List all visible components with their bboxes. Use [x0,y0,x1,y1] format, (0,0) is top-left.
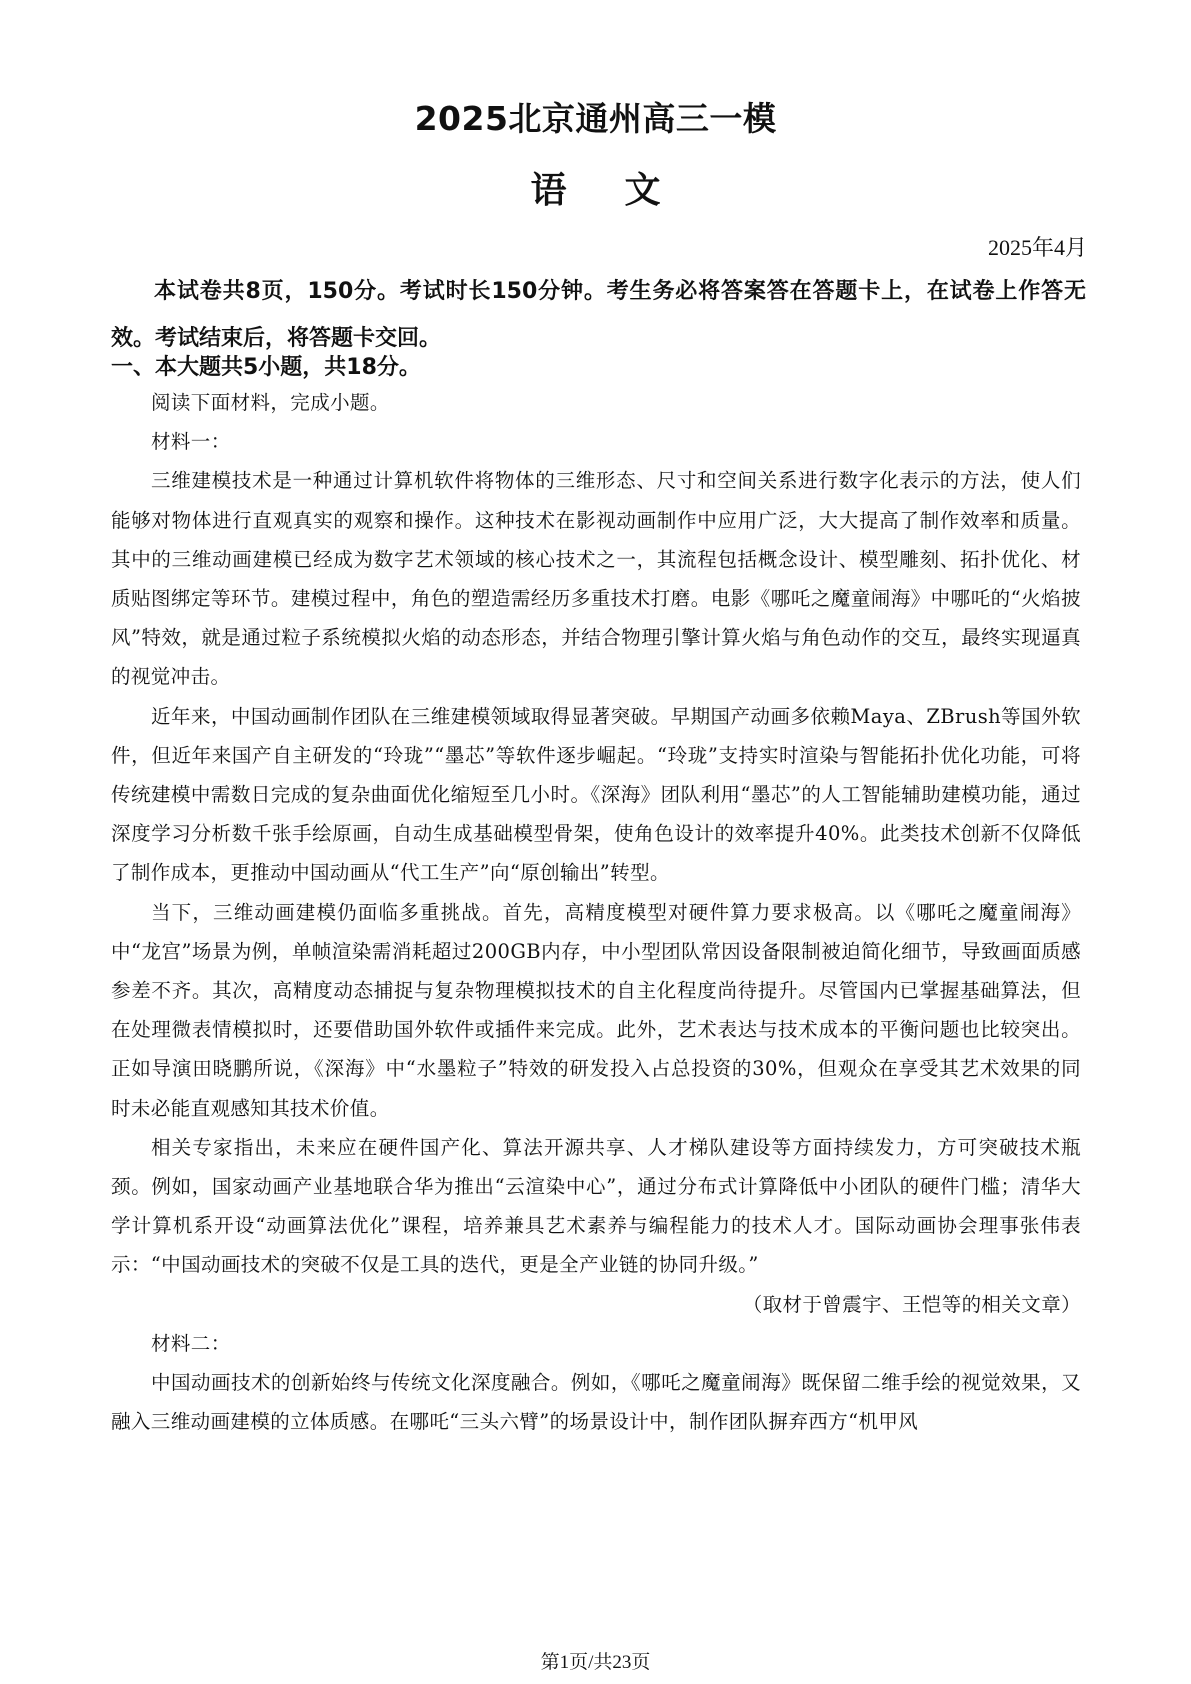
passage-paragraph: 近年来，中国动画制作团队在三维建模领域取得显著突破。早期国产动画多依赖Maya、ZBrush等国外软件，但近年来国产自主研发的“玲珑”“墨芯”等软件逐步崛起。“玲珑”支持实时渲染与智能拓扑优化功能，可将传统建模中需数日完成的复杂曲面优化缩短至几小时。《深海》团队利用“墨芯”的人工智能辅助建模功能，通过深度学习分析数千张手绘原画，自动生成基础模型骨架，使角色设计的效率提升40%。此类技术创新不仅降低了制作成本，更推动中国动画从“代工生产”向“原创输出”转型。 [111,704,1081,885]
section-heading: 一、本大题共5小题，共18分。 [111,355,421,380]
reading-passage [111,383,1081,1441]
exam-title: 2025北京通州高三一模 [414,99,777,138]
exam-notice: 本试卷共8页，150分。考试时长150分钟。考生务必将答案答在答题卡上，在试卷上作答无效。考试结束后，将答题卡交回。 [111,279,1086,351]
instruction-text: 阅读下面材料，完成小题。 [151,391,390,414]
passage-paragraph: 中国动画技术的创新始终与传统文化深度融合。例如，《哪吒之魔童闹海》既保留二维手绘的视觉效果，又融入三维动画建模的立体质感。在哪吒“三头六臂”的场景设计中，制作团队摒弃西方“机甲风 [111,1371,1081,1434]
passage-paragraph: 相关专家指出，未来应在硬件国产化、算法开源共享、人才梯队建设等方面持续发力，方可突破技术瓶颈。例如，国家动画产业基地联合华为推出“云渲染中心”，通过分布式计算降低中小团队的硬件门槛；清华大学计算机系开设“动画算法优化”课程，培养兼具艺术素养与编程能力的技术人才。国际动画协会理事张伟表示：“中国动画技术的突破不仅是工具的迭代，更是全产业链的协同升级。” [111,1135,1081,1277]
material-label: 材料一： [151,430,231,454]
source-citation: （取材于曾震宇、王恺等的相关文章） [742,1292,1081,1316]
passage-paragraph: 三维建模技术是一种通过计算机软件将物体的三维形态、尺寸和空间关系进行数字化表示的方法，使人们能够对物体进行直观真实的观察和操作。这种技术在影视动画制作中应用广泛，大大提高了制作效率和质量。其中的三维动画建模已经成为数字艺术领域的核心技术之一，其流程包括概念设计、模型雕刻、拓扑优化、材质贴图绑定等环节。建模过程中，角色的塑造需经历多重技术打磨。电影《哪吒之魔童闹海》中哪吒的“火焰披风”特效，就是通过粒子系统模拟火焰的动态形态，并结合物理引擎计算火焰与角色动作的交互，最终实现逼真的视觉冲击。 [111,469,1081,689]
subject-title: 语文 [530,170,719,211]
passage-paragraph: 当下，三维动画建模仍面临多重挑战。首先，高精度模型对硬件算力要求极高。以《哪吒之魔童闹海》中“龙宫”场景为例，单帧渲染需消耗超过200GB内存，中小型团队常因设备限制被迫简化细节，导致画面质感参差不齐。其次，高精度动态捕捉与复杂物理模拟技术的自主化程度尚待提升。尽管国内已掌握基础算法，但在处理微表情模拟时，还要借助国外软件或插件来完成。此外，艺术表达与技术成本的平衡问题也比较突出。正如导演田晓鹏所说，《深海》中“水墨粒子”特效的研发投入占总投资的30%，但观众在享受其艺术效果的同时未必能直观感知其技术价值。 [111,900,1081,1120]
exam-date: 2025年4月 [987,235,1087,260]
material-label: 材料二： [151,1331,231,1355]
page-indicator: 第1页/共23页 [540,1652,651,1673]
